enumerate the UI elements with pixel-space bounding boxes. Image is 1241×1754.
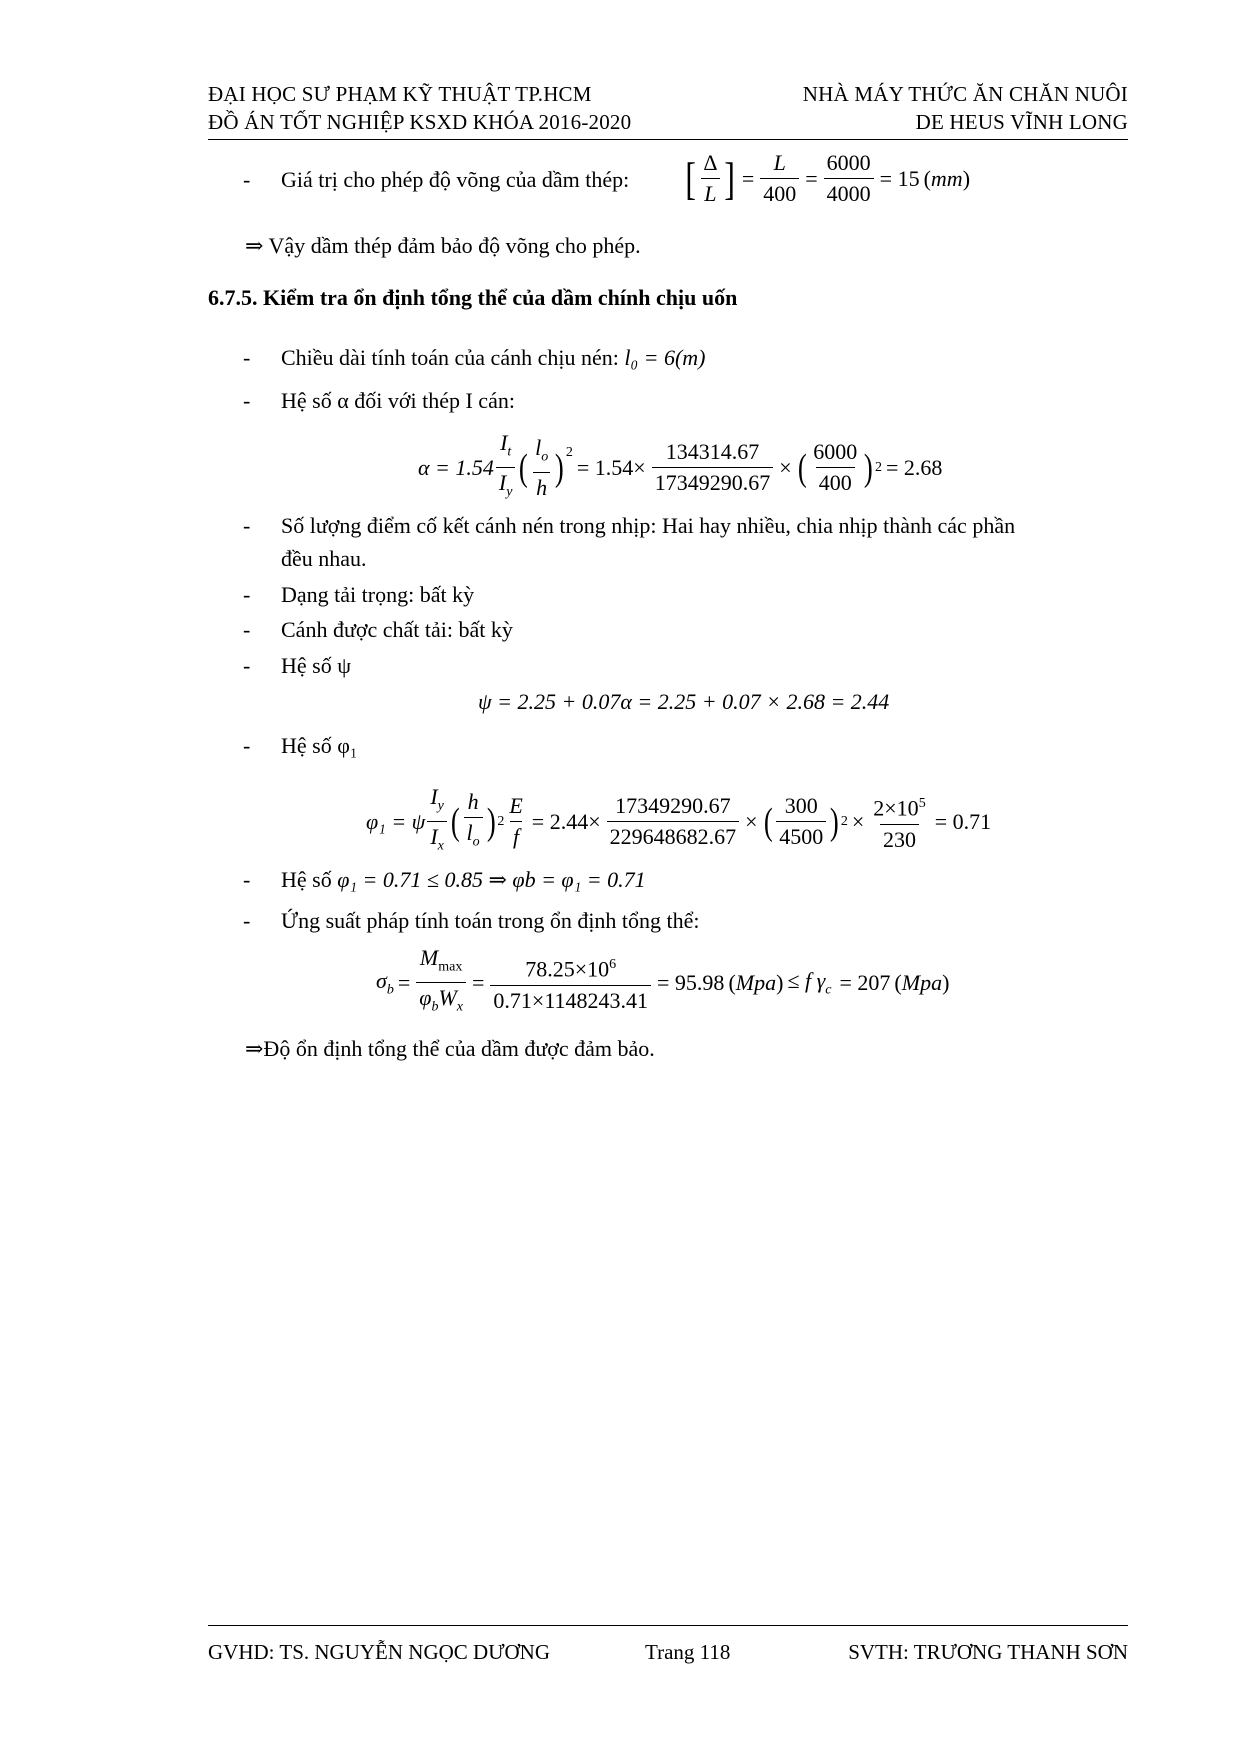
- footer-student: SVTH: TRƯƠNG THANH SƠN: [848, 1640, 1128, 1664]
- section-heading: 6.7.5. Kiểm tra ổn định tổng thể của dầm chính chịu uốn: [208, 285, 738, 310]
- item-psi: Hệ số ψ: [281, 653, 351, 678]
- bullet-dash: -: [243, 733, 251, 758]
- item-phib: Hệ số φ₁ = 0.71 ≤ 0.85 ⇒ φb = φ₁ = 0.71: [281, 867, 646, 892]
- bullet-dash: -: [243, 388, 251, 413]
- bullet-dash: -: [243, 653, 251, 678]
- footer-page-number: Trang 118: [645, 1640, 731, 1664]
- phib-equation: φ₁ = 0.71 ≤ 0.85 ⇒ φb = φ₁ = 0.71: [337, 867, 646, 892]
- header-factory: NHÀ MÁY THỨC ĂN CHĂN NUÔI: [802, 82, 1128, 106]
- conclusion-deflection: ⇒ Vậy dầm thép đảm bảo độ võng cho phép.: [245, 233, 641, 258]
- item-stress: Ứng suất pháp tính toán trong ổn định tổng thể:: [281, 908, 700, 933]
- bullet-dash: -: [243, 582, 251, 607]
- conclusion-stability: ⇒Độ ổn định tổng thể của dầm được đảm bảo.: [245, 1036, 655, 1061]
- bullet-dash: -: [243, 867, 251, 892]
- phi1-equation: φ₁ = ψ $\frac{I_y}{I_x}$ ( $\frac{h}{l_o}$ ) 2 $\frac{E}{f}$ = 2.44× $\frac{17349290.67}{229648682.67}$ × ( $\frac{300}{4500}$ ) 2 × $\frac{2\times 10^5}{230}$ = 0.71: [366, 784, 995, 860]
- alpha-equation: α = 1.54 $\frac{I_t}{I_y}$ ( $\frac{l_o}{h}$ ) $^2$ = 1.54× $\frac{134314.67}{17349290.67}$ × ( $\frac{6000}{400}$ ) 2 = 2.68: [418, 430, 946, 506]
- item-load: Dạng tải trọng: bất kỳ: [281, 582, 475, 607]
- bullet-dash: -: [243, 617, 251, 642]
- sigma-equation: $\sigma_b$ = $\frac{M_{max}}{\varphi_bW_x}$ = $\frac{78.25\times 10^6}{0.71\times 1148243.41}$ = 95.98 (Mpa) ≤ f $\gamma_c$ = 207 (Mpa): [376, 945, 949, 1021]
- header-location: DE HEUS VĨNH LONG: [915, 110, 1128, 134]
- item-points: Số lượng điểm cố kết cánh nén trong nhịp: Hai hay nhiều, chia nhịp thành các phần: [281, 513, 1016, 538]
- header-university: ĐẠI HỌC SƯ PHẠM KỸ THUẬT TP.HCM: [208, 82, 592, 106]
- deflection-equation: [ $\frac{\Delta}{L}$ ] = $\frac{L}{400}$ = $\frac{6000}{4000}$ = 15 (mm): [685, 150, 971, 206]
- deflection-label: Giá trị cho phép độ võng của dầm thép:: [281, 167, 630, 192]
- header-left: [208, 80, 631, 136]
- bullet-dash: -: [243, 345, 251, 370]
- bullet-dash: -: [243, 908, 251, 933]
- header-right: [803, 80, 1128, 136]
- header-project: ĐỒ ÁN TỐT NGHIỆP KSXD KHÓA 2016-2020: [208, 110, 632, 134]
- footer-rule: [208, 1625, 1128, 1626]
- item-length: Chiều dài tính toán của cánh chịu nén: l₀ = 6(m): [281, 345, 706, 370]
- item-alpha: Hệ số α đối với thép I cán:: [281, 388, 515, 413]
- footer-supervisor: GVHD: TS. NGUYỄN NGỌC DƯƠNG: [208, 1640, 550, 1664]
- length-equation: l₀ = 6(m): [624, 345, 706, 370]
- item-phi1: Hệ số φ₁: [281, 733, 358, 758]
- bullet-dash: -: [243, 167, 251, 192]
- item-points-cont: đều nhau.: [281, 546, 367, 571]
- header-rule: [208, 139, 1128, 140]
- psi-equation: ψ = 2.25 + 0.07α = 2.25 + 0.07 × 2.68 = 2.44: [478, 689, 890, 714]
- item-flange: Cánh được chất tải: bất kỳ: [281, 617, 513, 642]
- bullet-dash: -: [243, 513, 251, 538]
